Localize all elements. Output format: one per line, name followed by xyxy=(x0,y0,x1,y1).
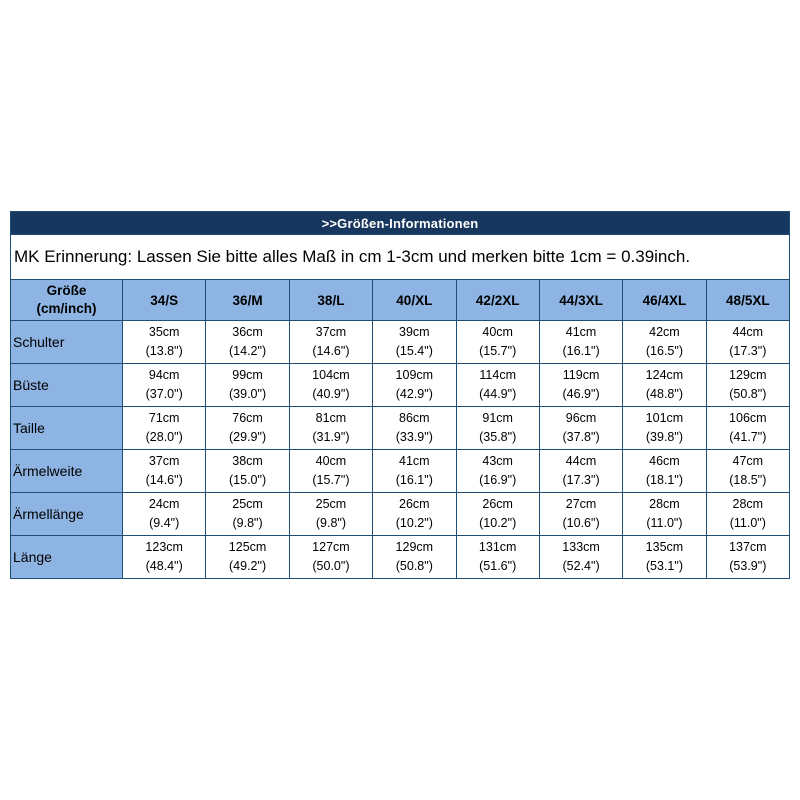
cell-line: (48.8") xyxy=(645,387,683,401)
cell-line: 106cm xyxy=(729,410,767,425)
measurement-cell xyxy=(623,364,706,407)
cell-line: 71cm xyxy=(148,410,180,425)
measurement-cell xyxy=(706,364,789,407)
cell-line: (48.4") xyxy=(145,559,183,573)
measurement-cell xyxy=(456,321,539,364)
measurement-cell xyxy=(539,450,622,493)
cell-line: (35.8") xyxy=(479,430,517,444)
cell-line: Größe xyxy=(46,282,87,298)
cell-line: (46.9") xyxy=(562,387,600,401)
title-row xyxy=(11,212,790,235)
cell-line: (13.8") xyxy=(145,344,183,358)
cell-line: (15.4") xyxy=(395,344,433,358)
measurement-row xyxy=(11,407,790,450)
cell-line: (39.8") xyxy=(645,430,683,444)
measurement-cell xyxy=(123,536,206,579)
measurement-row xyxy=(11,450,790,493)
column-header-46-4xl: 46/4XL xyxy=(623,280,706,321)
measurement-cell xyxy=(539,536,622,579)
cell-line: 133cm xyxy=(562,539,600,554)
cell-line: 28cm xyxy=(732,496,764,511)
cell-line: 94cm xyxy=(148,367,180,382)
cell-line: 37cm xyxy=(315,324,347,339)
cell-line: 86cm xyxy=(399,410,430,425)
cell-line: (52.4") xyxy=(562,559,600,573)
cell-line: 123cm xyxy=(145,539,183,554)
size-header-row xyxy=(11,280,790,321)
cell-line: 26cm xyxy=(482,496,513,511)
row-label: Ärmelweite xyxy=(11,450,123,493)
measurement-cell xyxy=(289,493,372,536)
cell-line: (42.9") xyxy=(395,387,433,401)
cell-line: (11.0") xyxy=(729,516,766,530)
measurement-cell xyxy=(539,493,622,536)
cell-line: (15.0") xyxy=(229,473,267,487)
cell-line: (28.0") xyxy=(145,430,183,444)
cell-line: 124cm xyxy=(645,367,684,382)
row-label: Länge xyxy=(11,536,123,579)
cell-line: 41cm xyxy=(565,324,597,339)
measurement-cell xyxy=(706,493,789,536)
cell-line: 46cm xyxy=(649,453,680,468)
cell-line: (40.9") xyxy=(312,387,350,401)
cell-line: 127cm xyxy=(312,539,350,554)
measurement-cell xyxy=(623,321,706,364)
cell-line: (53.9") xyxy=(729,559,767,573)
cell-line: 47cm xyxy=(732,453,764,468)
cell-line: (37.8") xyxy=(562,430,600,444)
cell-line: (18.1") xyxy=(645,473,683,487)
cell-line: 125cm xyxy=(228,539,267,554)
measurement-cell xyxy=(456,536,539,579)
cell-line: (37.0") xyxy=(145,387,183,401)
cell-line: (9.8") xyxy=(315,516,346,530)
measurement-cell xyxy=(706,407,789,450)
measurement-cell xyxy=(289,364,372,407)
size-grid-body xyxy=(11,280,790,579)
measurement-cell xyxy=(539,364,622,407)
measurement-cell xyxy=(206,364,289,407)
row-label: Ärmellänge xyxy=(11,493,123,536)
cell-line: (29.9") xyxy=(229,430,267,444)
cell-line: 91cm xyxy=(482,410,513,425)
cell-line: (18.5") xyxy=(729,473,767,487)
cell-line: (15.7") xyxy=(312,473,350,487)
measurement-cell xyxy=(456,364,539,407)
cell-line: 25cm xyxy=(232,496,263,511)
cell-line: 129cm xyxy=(395,539,434,554)
cell-line: 81cm xyxy=(315,410,347,425)
cell-line: (14.6") xyxy=(145,473,183,487)
cell-line: 101cm xyxy=(645,410,684,425)
measurement-cell xyxy=(539,407,622,450)
measurement-cell xyxy=(206,536,289,579)
cell-line: (14.2") xyxy=(229,344,267,358)
measurement-cell xyxy=(206,450,289,493)
cell-line: (16.5") xyxy=(645,344,683,358)
cell-line: (33.9") xyxy=(395,430,433,444)
measurement-cell xyxy=(123,493,206,536)
cell-line: 129cm xyxy=(729,367,767,382)
cell-line: (9.4") xyxy=(149,516,180,530)
cell-line: (49.2") xyxy=(229,559,267,573)
column-header-42-2xl: 42/2XL xyxy=(456,280,539,321)
measurement-row xyxy=(11,364,790,407)
cell-line: (16.1") xyxy=(395,473,433,487)
cell-line: (cm/inch) xyxy=(36,301,97,316)
measurement-cell xyxy=(373,450,456,493)
cell-line: 44cm xyxy=(565,453,597,468)
measurement-cell xyxy=(289,536,372,579)
cell-line: (10.2") xyxy=(479,516,517,530)
cell-line: 25cm xyxy=(315,496,347,511)
cell-line: 35cm xyxy=(148,324,180,339)
cell-line: (15.7") xyxy=(479,344,517,358)
cell-line: (10.6") xyxy=(562,516,600,530)
cell-line: (41.7") xyxy=(729,430,767,444)
cell-line: 104cm xyxy=(312,367,350,382)
measurement-cell xyxy=(123,450,206,493)
column-header-38-l: 38/L xyxy=(289,280,372,321)
cell-line: 41cm xyxy=(399,453,430,468)
reminder-row xyxy=(11,235,790,280)
measurement-cell xyxy=(373,407,456,450)
cell-line: 119cm xyxy=(562,367,600,382)
cell-line: (50.0") xyxy=(312,559,350,573)
column-header-44-3xl: 44/3XL xyxy=(539,280,622,321)
cell-line: 44cm xyxy=(732,324,764,339)
measurement-cell xyxy=(289,321,372,364)
column-header-48-5xl: 48/5XL xyxy=(706,280,789,321)
cell-line: (17.3") xyxy=(729,344,767,358)
cell-line: (44.9") xyxy=(479,387,517,401)
measurement-cell xyxy=(456,450,539,493)
measurement-cell xyxy=(623,493,706,536)
cell-line: 76cm xyxy=(232,410,263,425)
cell-line: 96cm xyxy=(565,410,597,425)
cell-line: 28cm xyxy=(649,496,680,511)
measurement-cell xyxy=(123,321,206,364)
measurement-cell xyxy=(706,536,789,579)
cell-line: (50.8") xyxy=(729,387,767,401)
row-label: Schulter xyxy=(11,321,123,364)
reminder-text: MK Erinnerung: Lassen Sie bitte alles Maß in cm 1-3cm und merken bitte 1cm = 0.39inch. xyxy=(11,235,790,280)
corner-header xyxy=(11,280,123,321)
cell-line: (17.3") xyxy=(562,473,600,487)
measurement-cell xyxy=(373,493,456,536)
measurement-cell xyxy=(623,450,706,493)
cell-line: (51.6") xyxy=(479,559,517,573)
measurement-cell xyxy=(623,536,706,579)
row-label: Büste xyxy=(11,364,123,407)
measurement-cell xyxy=(706,450,789,493)
size-chart-table xyxy=(10,211,790,579)
cell-line: 131cm xyxy=(478,539,517,554)
cell-line: (16.1") xyxy=(562,344,600,358)
cell-line: 39cm xyxy=(399,324,430,339)
measurement-cell xyxy=(289,407,372,450)
panel-title: >>Größen-Informationen xyxy=(11,212,790,235)
cell-line: 36cm xyxy=(232,324,263,339)
cell-line: (31.9") xyxy=(312,430,350,444)
measurement-cell xyxy=(539,321,622,364)
measurement-row xyxy=(11,493,790,536)
measurement-cell xyxy=(206,493,289,536)
measurement-cell xyxy=(123,407,206,450)
cell-line: 26cm xyxy=(399,496,430,511)
measurement-cell xyxy=(123,364,206,407)
cell-line: (14.6") xyxy=(312,344,350,358)
measurement-cell xyxy=(456,407,539,450)
cell-line: (53.1") xyxy=(645,559,683,573)
cell-line: 24cm xyxy=(148,496,180,511)
cell-line: 99cm xyxy=(232,367,263,382)
cell-line: (16.9") xyxy=(479,473,517,487)
cell-line: 38cm xyxy=(232,453,263,468)
column-header-36-m: 36/M xyxy=(206,280,289,321)
cell-line: 109cm xyxy=(395,367,434,382)
cell-line: (11.0") xyxy=(646,516,683,530)
cell-line: (39.0") xyxy=(229,387,267,401)
cell-line: (9.8") xyxy=(232,516,263,530)
measurement-cell xyxy=(456,493,539,536)
cell-line: 40cm xyxy=(315,453,347,468)
measurement-cell xyxy=(373,536,456,579)
row-label: Taille xyxy=(11,407,123,450)
cell-line: 42cm xyxy=(649,324,680,339)
measurement-cell xyxy=(373,364,456,407)
measurement-cell xyxy=(623,407,706,450)
cell-line: 27cm xyxy=(565,496,597,511)
measurement-cell xyxy=(206,407,289,450)
column-header-40-xl: 40/XL xyxy=(373,280,456,321)
cell-line: (50.8") xyxy=(395,559,433,573)
cell-line: (10.2") xyxy=(395,516,433,530)
column-header-34-s: 34/S xyxy=(123,280,206,321)
measurement-row xyxy=(11,321,790,364)
cell-line: 37cm xyxy=(148,453,180,468)
measurement-cell xyxy=(706,321,789,364)
cell-line: 40cm xyxy=(482,324,513,339)
measurement-row xyxy=(11,536,790,579)
measurement-cell xyxy=(289,450,372,493)
cell-line: 137cm xyxy=(729,539,767,554)
measurement-cell xyxy=(206,321,289,364)
cell-line: 114cm xyxy=(479,367,516,382)
cell-line: 43cm xyxy=(482,453,513,468)
cell-line: 135cm xyxy=(645,539,684,554)
measurement-cell xyxy=(373,321,456,364)
